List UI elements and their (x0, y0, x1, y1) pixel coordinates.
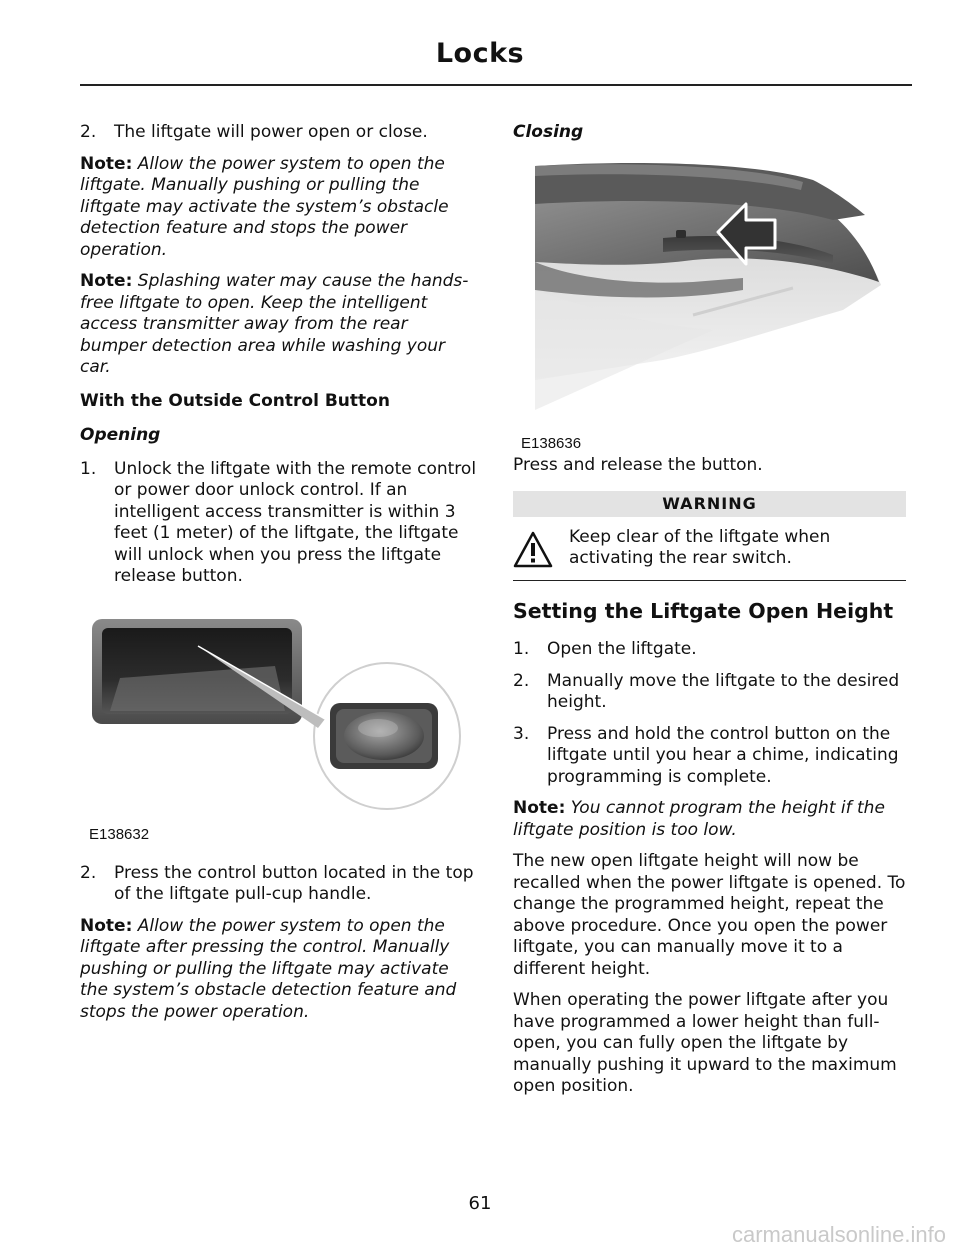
list-item (513, 639, 906, 661)
subheading: With the Outside Control Button (80, 390, 390, 411)
header-divider (80, 84, 912, 86)
note-text: Allow the power system to open the liftgate. Manually pushing or pulling the liftgate may activate the system’s obstacle detection feature and stops the power operation. (80, 153, 449, 260)
note-paragraph (80, 916, 477, 1024)
list-item-number: 2. (80, 122, 97, 142)
note-paragraph (513, 798, 906, 841)
note-label: Note: (80, 915, 133, 936)
page-title: Locks (435, 38, 525, 69)
watermark: carmanualsonline.info (731, 1222, 946, 1247)
list-item (513, 724, 906, 789)
note-paragraph (80, 271, 477, 379)
list-item (80, 459, 477, 588)
closing-heading: Closing (513, 122, 584, 142)
list-item (80, 122, 477, 144)
note-paragraph (80, 154, 477, 262)
list-item (80, 863, 477, 906)
warning-body (513, 517, 906, 580)
opening-heading: Opening (80, 424, 161, 445)
list-item-text: Press the control button located in the top of the liftgate pull-cup handle. (114, 862, 474, 904)
list-item-number: 3. (513, 723, 530, 744)
note-label: Note: (80, 153, 133, 174)
pull-cup-handle-figure (80, 616, 477, 861)
liftgate-interior-illustration (513, 160, 906, 410)
warning-divider (513, 580, 906, 582)
list-item-number: 2. (80, 862, 97, 883)
note-text: Splashing water may cause the hands-free liftgate to open. Keep the intelligent access transmitter away from the rear bumper detection area while washing your car. (80, 271, 469, 377)
list-item (513, 671, 906, 714)
warning-title: WARNING (513, 491, 906, 517)
pull-cup-handle-illustration (80, 616, 477, 861)
note-label: Note: (513, 798, 566, 818)
body-paragraph: The new open liftgate height will now be recalled when the power liftgate is opened. To change the programmed height, repeat the above procedure. Once you open the power liftgate, you can manually move it to a different height. (513, 851, 906, 979)
section-heading: Setting the Liftgate Open Height (513, 599, 894, 623)
list-item-number: 2. (513, 670, 530, 691)
body-paragraph: When operating the power liftgate after you have programmed a lower height than full-open, you can fully open the liftgate by manually pushing it upward to the maximum open position. (513, 990, 897, 1096)
page-number: 61 (468, 1193, 492, 1214)
figure-label: E138632 (89, 825, 150, 843)
left-column (80, 122, 477, 1033)
list-item-text: The liftgate will power open or close. (114, 122, 428, 142)
figure-label: E138636 (521, 435, 582, 452)
instruction-text: Press and release the button. (513, 455, 763, 475)
list-item-text: Manually move the liftgate to the desired height. (547, 670, 900, 712)
list-item-number: 1. (80, 458, 97, 479)
warning-text: Keep clear of the liftgate when activating the rear switch. (569, 526, 831, 568)
note-text: Allow the power system to open the liftgate after pressing the control. Manually pushing or pulling the liftgate may activate the system’s obstacle detection feature and stops the power operation. (80, 915, 457, 1022)
liftgate-interior-figure (513, 160, 906, 452)
note-label: Note: (80, 271, 133, 291)
list-item-number: 1. (513, 639, 530, 659)
right-column (513, 122, 906, 1108)
list-item-text: Open the liftgate. (547, 639, 697, 659)
note-text: You cannot program the height if the liftgate position is too low. (513, 798, 885, 840)
list-item-text: Press and hold the control button on the liftgate until you hear a chime, indicating programming is complete. (547, 723, 899, 787)
warning-triangle-icon (513, 531, 553, 569)
list-item-text: Unlock the liftgate with the remote control or power door unlock control. If an intelligent access transmitter is within 3 feet (1 meter) of the liftgate, the liftgate will unlock when you press the liftgate release button. (114, 458, 477, 586)
